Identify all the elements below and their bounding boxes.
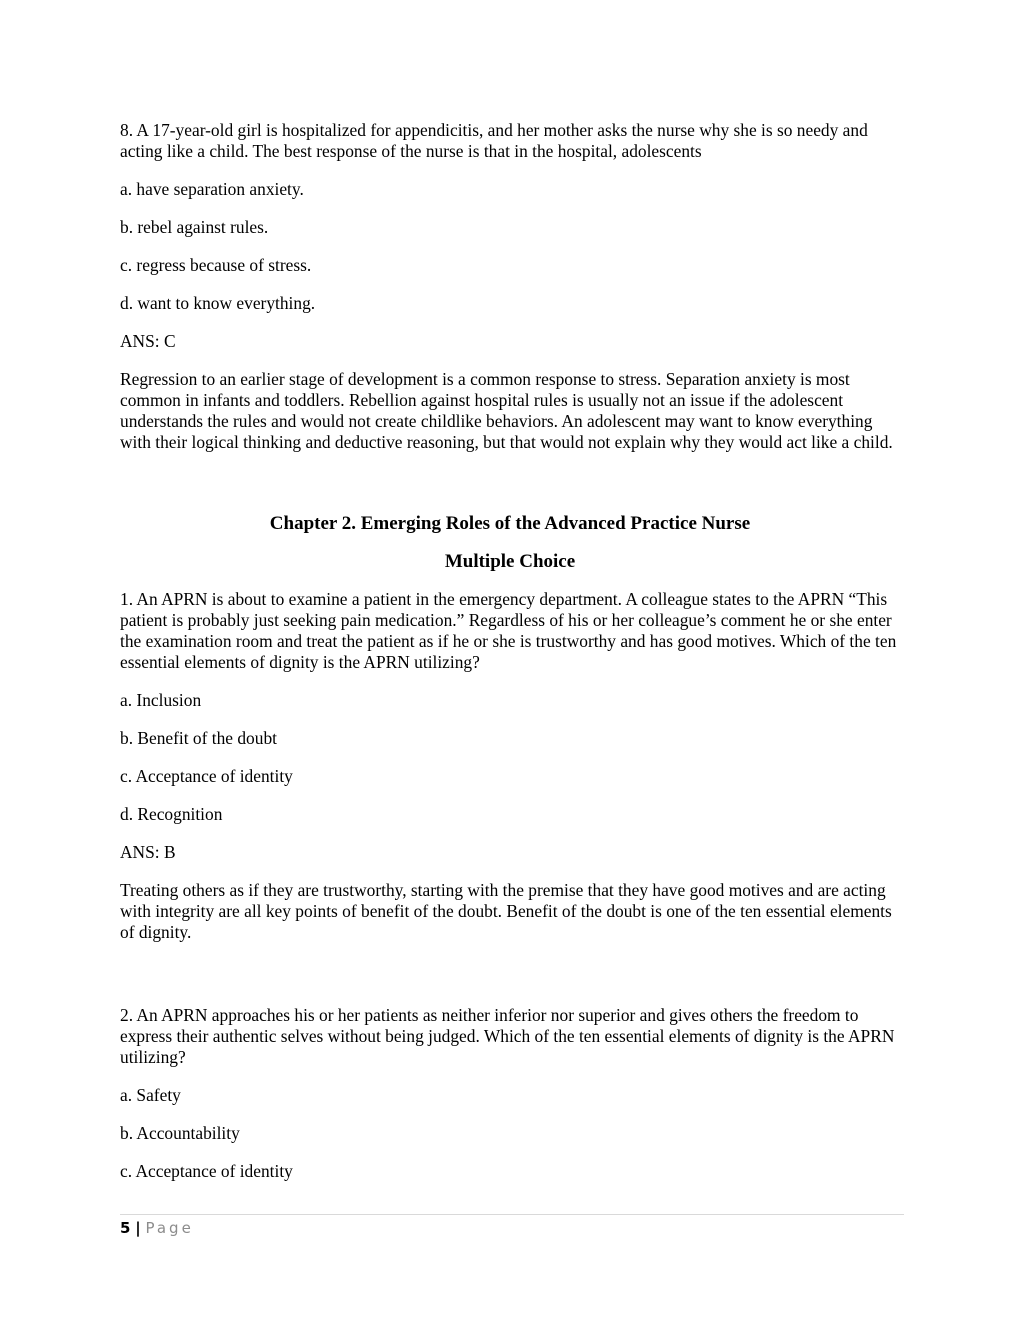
question-1-rationale: Treating others as if they are trustworthy, starting with the premise that they have good motives and are acting with integrity are all key points of benefit of the doubt. Benefit of the doubt is one of the ten essential elements of dignity. bbox=[120, 880, 892, 942]
question-8-option-d: d. want to know everything. bbox=[120, 293, 316, 313]
question-2-option-b: b. Accountability bbox=[120, 1123, 240, 1143]
question-8-stem: 8. A 17-year-old girl is hospitalized for appendicitis, and her mother asks the nurse why she is so needy and acting like a child. The best response of the nurse is that in the hospital, adolescents bbox=[120, 120, 868, 161]
question-2-option-c: c. Acceptance of identity bbox=[120, 1161, 293, 1181]
question-1-stem: 1. An APRN is about to examine a patient in the emergency department. A colleague states to the APRN “This patient is probably just seeking pain medication.” Regardless of his or her colleague’s comment he or she enter the examination room and treat the patient as if he or she is trustworthy and has good motives. Which of the ten essential elements of dignity is the APRN utilizing? bbox=[120, 589, 897, 672]
question-2-option-a: a. Safety bbox=[120, 1085, 181, 1105]
question-8-answer: ANS: C bbox=[120, 331, 176, 351]
page-label: Page bbox=[145, 1219, 194, 1237]
question-8-rationale: Regression to an earlier stage of development is a common response to stress. Separation anxiety is most common in infants and toddlers. Rebellion against hospital rules is usually not an issue if the adolescent understands the rules and would not create childlike behaviors. An adolescent may want to know everything with their logical thinking and deductive reasoning, but that would not explain why they would act like a child. bbox=[120, 369, 893, 452]
question-8-option-b: b. rebel against rules. bbox=[120, 217, 269, 237]
section-heading: Multiple Choice bbox=[444, 551, 576, 572]
spacer bbox=[120, 470, 900, 513]
question-8-option-c: c. regress because of stress. bbox=[120, 255, 312, 275]
question-2-stem: 2. An APRN approaches his or her patients as neither inferior nor superior and gives others the freedom to express their authentic selves without being judged. Which of the ten essential elements of dignity is the APRN utilizing? bbox=[120, 1005, 895, 1067]
page-number: 5 bbox=[120, 1219, 131, 1237]
question-8-option-a: a. have separation anxiety. bbox=[120, 179, 304, 199]
question-1-option-d: d. Recognition bbox=[120, 804, 223, 824]
spacer bbox=[120, 960, 900, 1005]
question-1-option-a: a. Inclusion bbox=[120, 690, 202, 710]
document-body bbox=[120, 120, 900, 1199]
question-1-answer: ANS: B bbox=[120, 842, 176, 862]
chapter-title: Chapter 2. Emerging Roles of the Advanced Practice Nurse bbox=[269, 513, 751, 534]
page-footer bbox=[120, 1218, 194, 1238]
question-1-option-b: b. Benefit of the doubt bbox=[120, 728, 277, 748]
question-1-option-c: c. Acceptance of identity bbox=[120, 766, 293, 786]
footer-divider bbox=[120, 1214, 904, 1215]
footer-separator: | bbox=[135, 1219, 141, 1237]
